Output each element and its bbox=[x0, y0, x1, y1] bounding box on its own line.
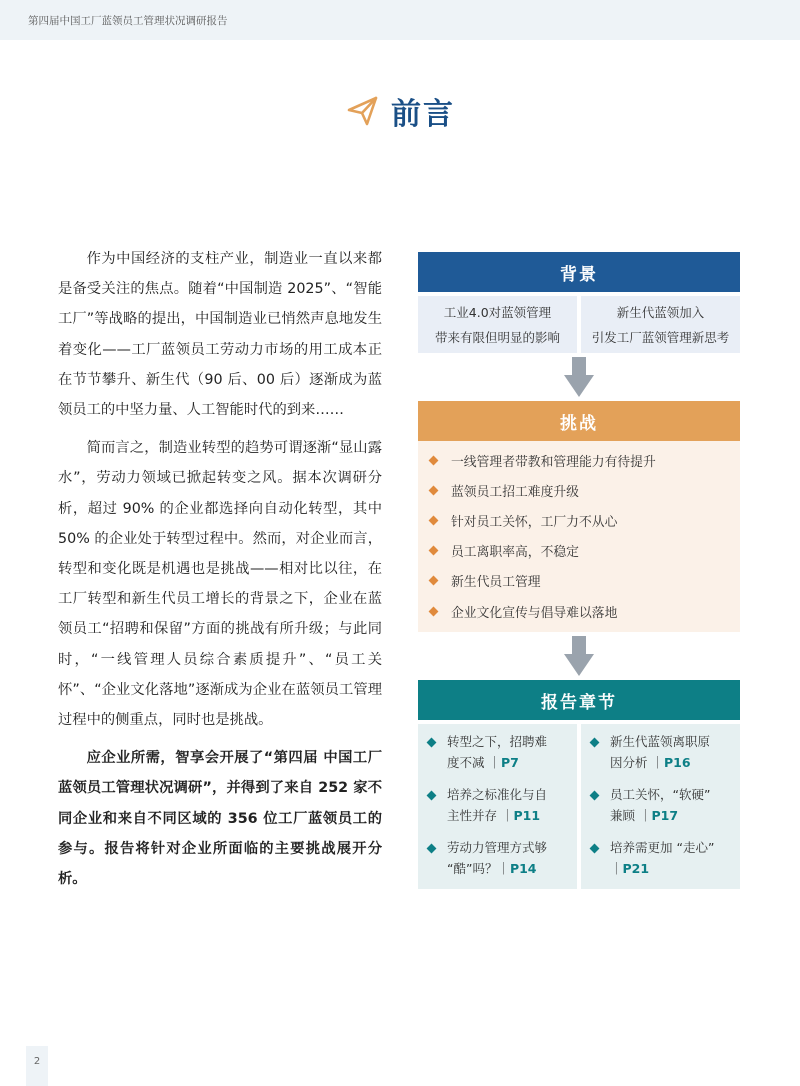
challenge-text: 蓝领员工招工难度升级 bbox=[451, 484, 579, 500]
intro-paragraph-2: 简而言之，制造业转型的趋势可谓逐渐“显山露水”，劳动力领域已掀起转变之风。据本次调研分析，超过 90% 的企业都选择向自动化转型，其中 50% 的企业处于转型过程中。然而，对企业而言，转型和变化既是机遇也是挑战——相对比以往，在工厂转型和新生代员工增长的背景之下，企业在蓝领员工“招聘和保留”方面的挑战有所升级；与此同时，“一线管理人员综合素质提升”、“员工关怀”、“企业文化落地”逐渐成为企业在蓝领员工管理过程中的侧重点，同时也是挑战。 bbox=[58, 440, 382, 729]
chapters-column-right bbox=[581, 724, 740, 889]
chapter-title: ｜ bbox=[610, 860, 623, 876]
background-cell bbox=[581, 296, 740, 353]
diamond-bullet-icon bbox=[429, 455, 439, 465]
chapter-title: 培养需更加 “走心” bbox=[610, 840, 715, 856]
background-cell bbox=[418, 296, 577, 353]
down-arrow-icon bbox=[418, 632, 740, 680]
chapter-title: 转型之下，招聘难 bbox=[447, 734, 548, 750]
list-item bbox=[430, 475, 740, 505]
diamond-bullet-icon bbox=[429, 546, 439, 556]
background-heading: 背景 bbox=[418, 252, 740, 292]
diamond-bullet-icon bbox=[429, 606, 439, 616]
header-band bbox=[0, 0, 800, 40]
chapter-title: 兼顾 ｜ bbox=[610, 807, 652, 823]
chapters-heading: 报告章节 bbox=[418, 680, 740, 720]
diamond-bullet-icon bbox=[429, 485, 439, 495]
chapter-title: 新生代蓝领离职原 bbox=[610, 734, 711, 750]
list-item bbox=[430, 566, 740, 596]
chapters-column-left bbox=[418, 724, 577, 889]
list-item bbox=[430, 445, 740, 475]
chapter-item[interactable] bbox=[591, 838, 732, 887]
chapter-title: 劳动力管理方式够 bbox=[447, 840, 548, 856]
chapter-title: “酷”吗？｜ bbox=[447, 860, 510, 876]
challenge-text: 针对员工关怀，工厂力不从心 bbox=[451, 514, 618, 530]
diamond-bullet-icon bbox=[590, 738, 600, 748]
challenges-heading: 挑战 bbox=[418, 401, 740, 441]
chapter-page-ref: P17 bbox=[651, 807, 679, 823]
diamond-bullet-icon bbox=[427, 738, 437, 748]
list-item bbox=[430, 536, 740, 566]
chapter-title: 因分析 ｜ bbox=[610, 754, 664, 770]
background-cell-line: 工业4.0对蓝领管理 bbox=[443, 304, 552, 320]
chapter-page-ref: P7 bbox=[500, 754, 519, 770]
chapter-page-ref: P21 bbox=[622, 860, 650, 876]
intro-paragraph-1: 作为中国经济的支柱产业，制造业一直以来都是备受关注的焦点。随着“中国制造 2025”、“智能工厂”等战略的提出，中国制造业已悄然声息地发生着变化——工厂蓝领员工劳动力市场的用工成本正在节节攀升、新生代（90 后、00 后）逐渐成为蓝领员工的中坚力量、人工智能时代的到来…… bbox=[58, 251, 382, 419]
chapter-item[interactable] bbox=[591, 732, 732, 781]
summary-panel bbox=[418, 252, 740, 889]
list-item bbox=[430, 596, 740, 626]
down-arrow-icon bbox=[418, 353, 740, 401]
challenges-list bbox=[418, 441, 740, 632]
diamond-bullet-icon bbox=[590, 844, 600, 854]
challenge-text: 新生代员工管理 bbox=[451, 575, 541, 591]
chapter-title: 员工关怀，“软硬” bbox=[610, 787, 711, 803]
list-item bbox=[430, 505, 740, 535]
chapter-page-ref: P14 bbox=[509, 860, 537, 876]
diamond-bullet-icon bbox=[429, 576, 439, 586]
background-cell-line: 带来有限但明显的影响 bbox=[434, 329, 560, 345]
diamond-bullet-icon bbox=[427, 791, 437, 801]
intro-paragraph-3: 应企业所需，智享会开展了“第四届 中国工厂蓝领员工管理状况调研”，并得到了来自 252 家不同企业和来自不同区域的 356 位工厂蓝领员工的参与。报告将针对企业所面临的主要挑战展开分析。 bbox=[58, 750, 382, 888]
challenge-text: 一线管理者带教和管理能力有待提升 bbox=[451, 454, 656, 470]
chapter-item[interactable] bbox=[591, 785, 732, 834]
chapter-item[interactable] bbox=[428, 838, 569, 887]
chapter-item[interactable] bbox=[428, 732, 569, 781]
title-area bbox=[0, 86, 800, 136]
background-row bbox=[418, 296, 740, 353]
background-cell-line: 新生代蓝领加入 bbox=[616, 304, 705, 320]
chapter-page-ref: P16 bbox=[663, 754, 691, 770]
chapter-title: 度不减 ｜ bbox=[447, 754, 501, 770]
chapter-title: 主性并存 ｜ bbox=[447, 807, 514, 823]
running-header: 第四届中国工厂蓝领员工管理状况调研报告 bbox=[28, 15, 228, 27]
diamond-bullet-icon bbox=[429, 516, 439, 526]
chapter-item[interactable] bbox=[428, 785, 569, 834]
page-number: 2 bbox=[26, 1046, 48, 1086]
chapters-grid bbox=[418, 724, 740, 889]
diamond-bullet-icon bbox=[427, 844, 437, 854]
challenge-text: 企业文化宣传与倡导难以落地 bbox=[451, 605, 618, 621]
background-cell-line: 引发工厂蓝领管理新思考 bbox=[591, 329, 730, 345]
intro-text bbox=[58, 244, 382, 902]
page-title: 前言 bbox=[391, 97, 455, 132]
chapter-page-ref: P11 bbox=[513, 807, 541, 823]
diamond-bullet-icon bbox=[590, 791, 600, 801]
paper-plane-icon bbox=[345, 93, 381, 129]
chapter-title: 培养之标准化与自 bbox=[447, 787, 548, 803]
challenge-text: 员工离职率高，不稳定 bbox=[451, 545, 579, 561]
